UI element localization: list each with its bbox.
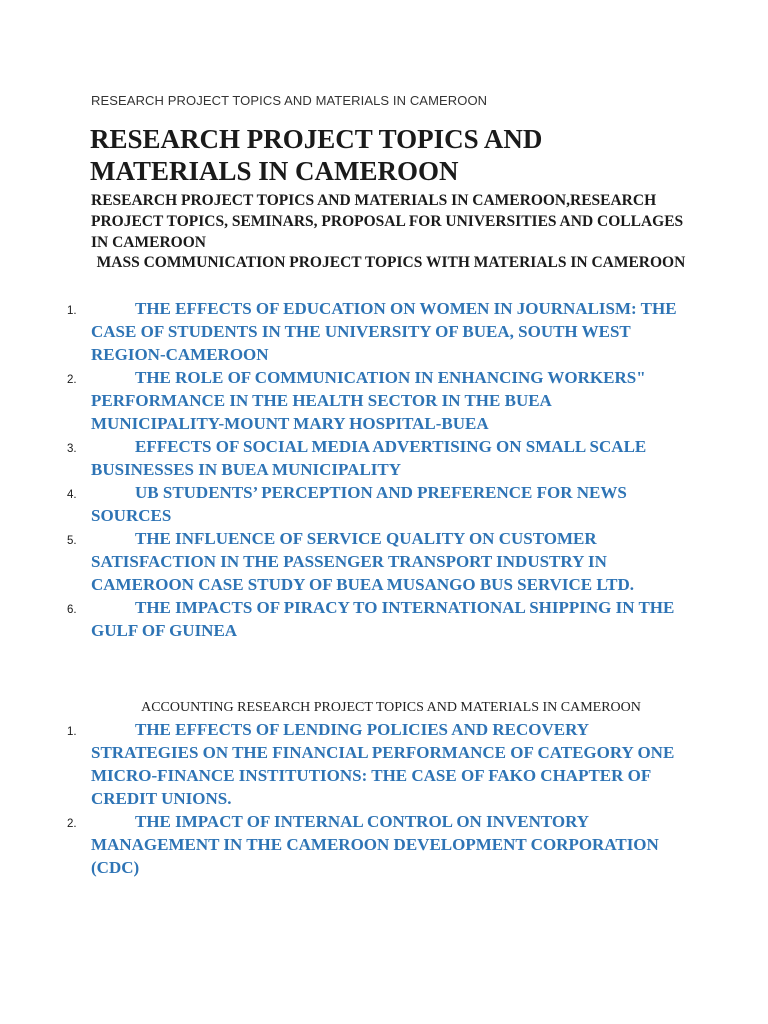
- list-item: [0, 435, 768, 481]
- topic-text: THE EFFECTS OF EDUCATION ON WOMEN IN JOURNALISM: THE CASE OF STUDENTS IN THE UNIVERSITY OF BUEA, SOUTH WEST REGION-CAMEROON: [91, 299, 677, 364]
- topic-text: UB STUDENTS’ PERCEPTION AND PREFERENCE FOR NEWS SOURCES: [91, 483, 627, 525]
- topic-text: THE IMPACT OF INTERNAL CONTROL ON INVENTORY MANAGEMENT IN THE CAMEROON DEVELOPMENT CORPORATION (CDC): [91, 812, 659, 877]
- running-header: RESEARCH PROJECT TOPICS AND MATERIALS IN CAMEROON: [91, 93, 488, 108]
- list-item: [0, 527, 768, 596]
- accounting-topic-list: [0, 718, 768, 879]
- page-title: RESEARCH PROJECT TOPICS AND MATERIALS IN CAMEROON: [90, 124, 543, 186]
- list-number: 2.: [67, 374, 77, 386]
- list-item: [0, 481, 768, 527]
- list-number: 3.: [67, 443, 77, 455]
- list-item: [0, 366, 768, 435]
- list-number: 1.: [67, 305, 77, 317]
- section-heading-accounting: ACCOUNTING RESEARCH PROJECT TOPICS AND MATERIALS IN CAMEROON: [141, 700, 641, 715]
- list-number: 1.: [67, 726, 77, 738]
- section-heading-mass-communication: MASS COMMUNICATION PROJECT TOPICS WITH MATERIALS IN CAMEROON: [96, 254, 686, 271]
- list-item: [0, 810, 768, 879]
- topic-text: EFFECTS OF SOCIAL MEDIA ADVERTISING ON SMALL SCALE BUSINESSES IN BUEA MUNICIPALITY: [91, 437, 647, 479]
- list-item: [0, 596, 768, 642]
- list-number: 4.: [67, 489, 77, 501]
- list-number: 5.: [67, 535, 77, 547]
- topic-text: THE IMPACTS OF PIRACY TO INTERNATIONAL SHIPPING IN THE GULF OF GUINEA: [91, 598, 675, 640]
- list-item: [0, 718, 768, 810]
- topic-text: THE ROLE OF COMMUNICATION IN ENHANCING WORKERS" PERFORMANCE IN THE HEALTH SECTOR IN THE BUEA MUNICIPALITY-MOUNT MARY HOSPITAL-BUEA: [91, 368, 646, 433]
- topic-text: THE EFFECTS OF LENDING POLICIES AND RECOVERY STRATEGIES ON THE FINANCIAL PERFORMANCE OF CATEGORY ONE MICRO-FINANCE INSTITUTIONS: THE CASE OF FAKO CHAPTER OF CREDIT UNIONS.: [91, 720, 675, 808]
- mass-communication-topic-list: [0, 297, 768, 642]
- list-number: 2.: [67, 818, 77, 830]
- list-number: 6.: [67, 604, 77, 616]
- list-item: [0, 297, 768, 366]
- topic-text: THE INFLUENCE OF SERVICE QUALITY ON CUSTOMER SATISFACTION IN THE PASSENGER TRANSPORT INDUSTRY IN CAMEROON CASE STUDY OF BUEA MUSANGO BUS SERVICE LTD.: [91, 529, 635, 594]
- intro-paragraph: RESEARCH PROJECT TOPICS AND MATERIALS IN CAMEROON,RESEARCH PROJECT TOPICS, SEMINARS, PROPOSAL FOR UNIVERSITIES AND COLLAGES IN CAMEROON: [91, 192, 684, 251]
